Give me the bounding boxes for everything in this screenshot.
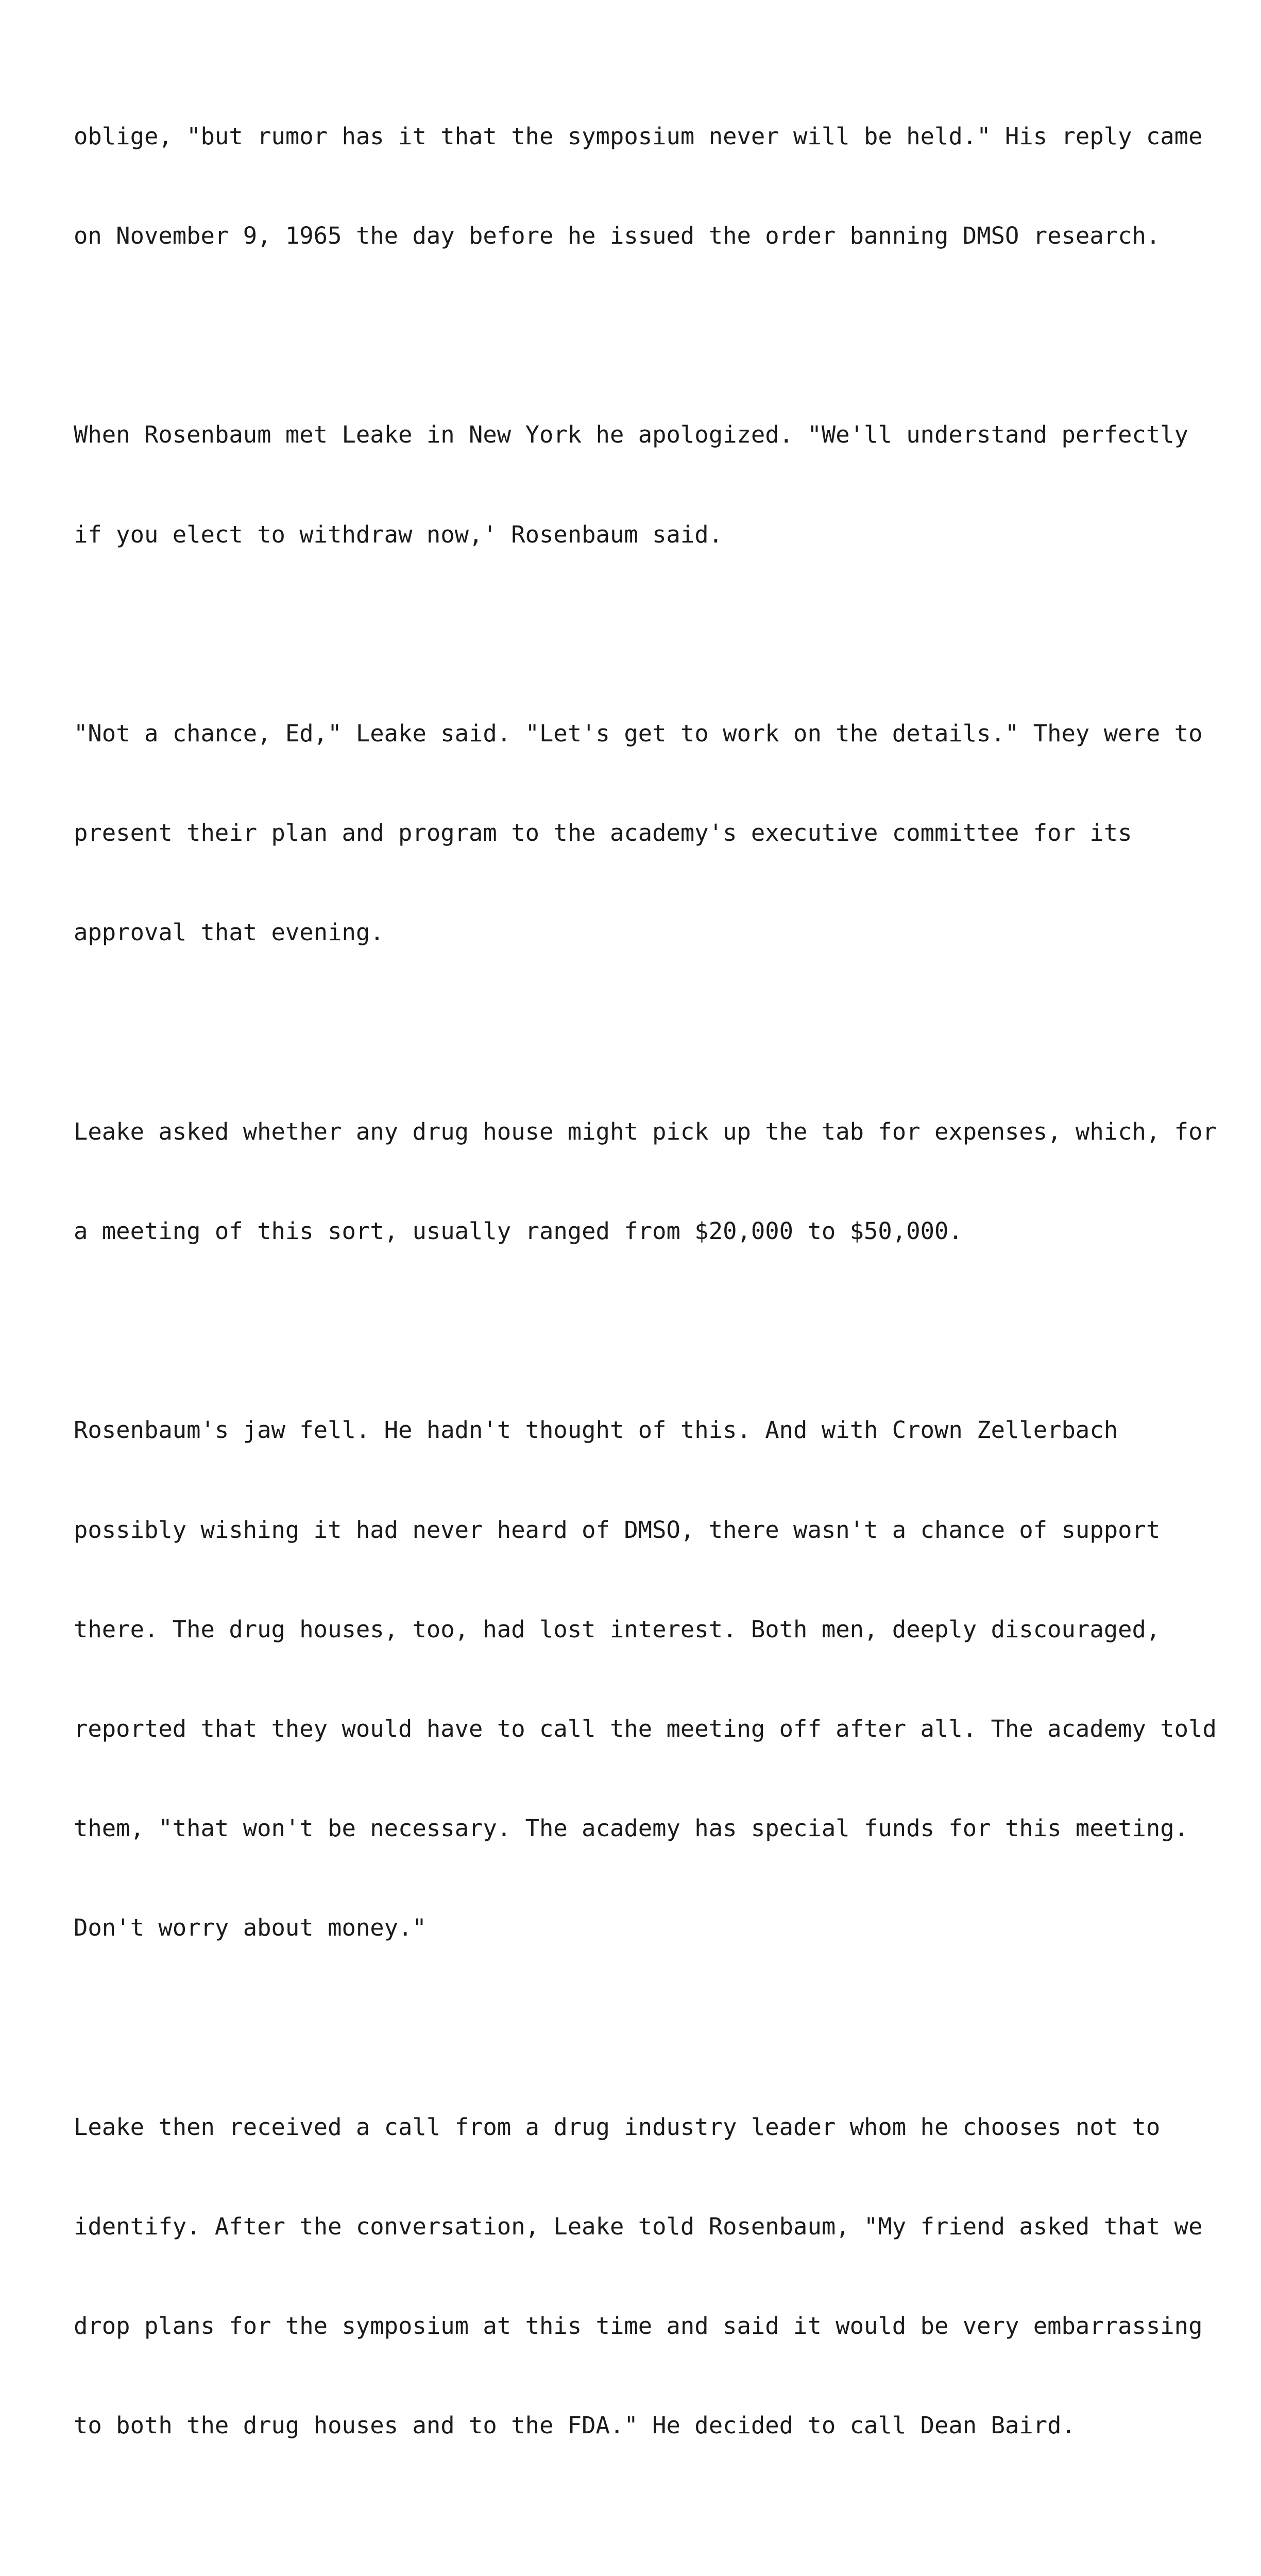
paragraph-4 (74, 1049, 1228, 1314)
text-line: possibly wishing it had never heard of DMSO, there wasn't a chance of support (74, 1516, 1161, 1544)
text-line: to both the drug houses and to the FDA." He decided to call Dean Baird. (74, 2412, 1076, 2439)
text-line: on November 9, 1965 the day before he issued the order banning DMSO research. (74, 222, 1161, 250)
paragraph-2 (74, 352, 1228, 618)
text-line: drop plans for the symposium at this time and said it would be very embarrassing (74, 2312, 1203, 2340)
text-line: approval that evening. (74, 919, 384, 946)
text-line: oblige, "but rumor has it that the symposium never will be held." His reply came (74, 122, 1203, 150)
paragraph-3 (74, 651, 1228, 1015)
text-line: there. The drug houses, too, had lost interest. Both men, deeply discouraged, (74, 1615, 1161, 1643)
text-line: When Rosenbaum met Leake in New York he apologized. "We'll understand perfectly (74, 421, 1189, 449)
paragraph-7 (74, 2542, 1228, 2576)
paragraph-6 (74, 2044, 1228, 2509)
paragraph-5 (74, 1348, 1228, 2011)
text-line: Leake then received a call from a drug industry leader whom he chooses not to (74, 2113, 1161, 2141)
text-line: Leake asked whether any drug house might pick up the tab for expenses, which, for (74, 1117, 1217, 1145)
text-line: present their plan and program to the academy's executive committee for its (74, 819, 1132, 847)
text-line: a meeting of this sort, usually ranged from $20,000 to $50,000. (74, 1217, 963, 1245)
text-line: identify. After the conversation, Leake told Rosenbaum, "My friend asked that we (74, 2213, 1203, 2241)
text-line: if you elect to withdraw now,' Rosenbaum said. (74, 520, 723, 548)
text-line: Don't worry about money." (74, 1914, 427, 1942)
text-line: reported that they would have to call the meeting off after all. The academy told (74, 1715, 1217, 1743)
text-line: "Not a chance, Ed," Leake said. "Let's get to work on the details." They were to (74, 720, 1203, 748)
text-line: Rosenbaum's jaw fell. He hadn't thought of this. And with Crown Zellerbach (74, 1416, 1118, 1444)
document-page (74, 54, 1228, 2576)
paragraph-1 (74, 54, 1228, 319)
text-line: them, "that won't be necessary. The academy has special funds for this meeting. (74, 1815, 1189, 1842)
